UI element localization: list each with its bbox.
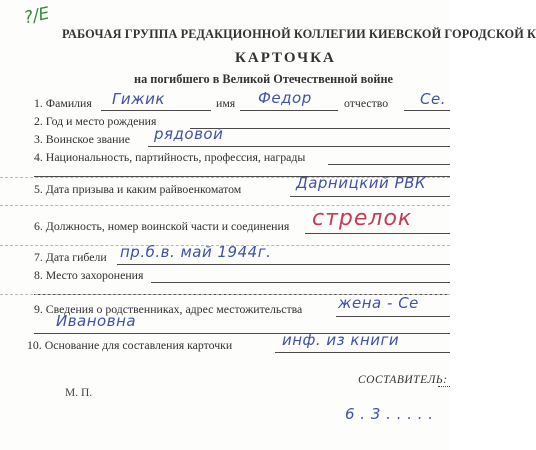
card-header: РАБОЧАЯ ГРУППА РЕДАКЦИОННОЙ КОЛЛЕГИИ КИЕВСКОЙ ГОРОДСКОЙ К — [62, 27, 536, 41]
label-nationality: 4. Национальность, партийность, профессия, награды — [34, 150, 306, 164]
birth-line — [190, 128, 450, 129]
label-position: 6. Должность, номер воинской части и соединения — [34, 219, 290, 233]
conscription-line — [290, 196, 450, 197]
relatives-value-2: Ивановна — [56, 312, 137, 330]
label-surname: 1. Фамилия — [34, 96, 92, 110]
label-patronymic: отчество — [344, 96, 389, 110]
basis-value: инф. из книги — [282, 331, 400, 349]
patronymic-line — [404, 110, 450, 111]
label-relatives: 9. Сведения о родственниках, адрес местожительства — [34, 302, 303, 316]
label-birth: 2. Год и место рождения — [34, 114, 157, 128]
relatives-line — [336, 316, 450, 317]
label-rank: 3. Воинское звание — [34, 132, 130, 146]
surname-value: Гижик — [112, 90, 165, 108]
date-value: 6 . 3 . . . . . — [345, 405, 434, 423]
label-burial: 8. Место захоронения — [34, 268, 144, 282]
card-subtitle: на погибшего в Великой Отечественной войне — [134, 72, 393, 86]
card-title: КАРТОЧКА — [235, 50, 336, 66]
position-value: стрелок — [312, 206, 413, 231]
label-conscription: 5. Дата призыва и каким райвоенкоматом — [34, 182, 242, 196]
name-value: Федор — [258, 89, 312, 107]
nationality-line — [328, 164, 450, 165]
label-name: имя — [216, 96, 236, 110]
corner-annotation: ?/Е — [22, 3, 52, 29]
name-line — [240, 110, 338, 111]
position-line — [305, 233, 450, 234]
label-basis: 10. Основание для составления карточки — [27, 338, 233, 352]
stamp-place-label: М. П. — [65, 387, 93, 399]
label-death-date: 7. Дата гибели — [34, 250, 107, 264]
rank-value: рядовой — [154, 125, 224, 143]
rank-line — [148, 146, 450, 147]
patronymic-value: Се. — [420, 90, 446, 108]
burial-line — [151, 282, 450, 283]
compiler-label: СОСТАВИТЕЛЬ: — [358, 374, 448, 386]
basis-line — [275, 352, 450, 353]
surname-line — [101, 110, 211, 111]
compiler-line — [438, 386, 450, 387]
death-date-line — [117, 264, 450, 265]
relatives-value: жена - Се — [338, 294, 419, 312]
death-date-value: пр.б.в. май 1944г. — [120, 243, 272, 261]
conscription-value: Дарницкий РВК — [296, 174, 427, 192]
